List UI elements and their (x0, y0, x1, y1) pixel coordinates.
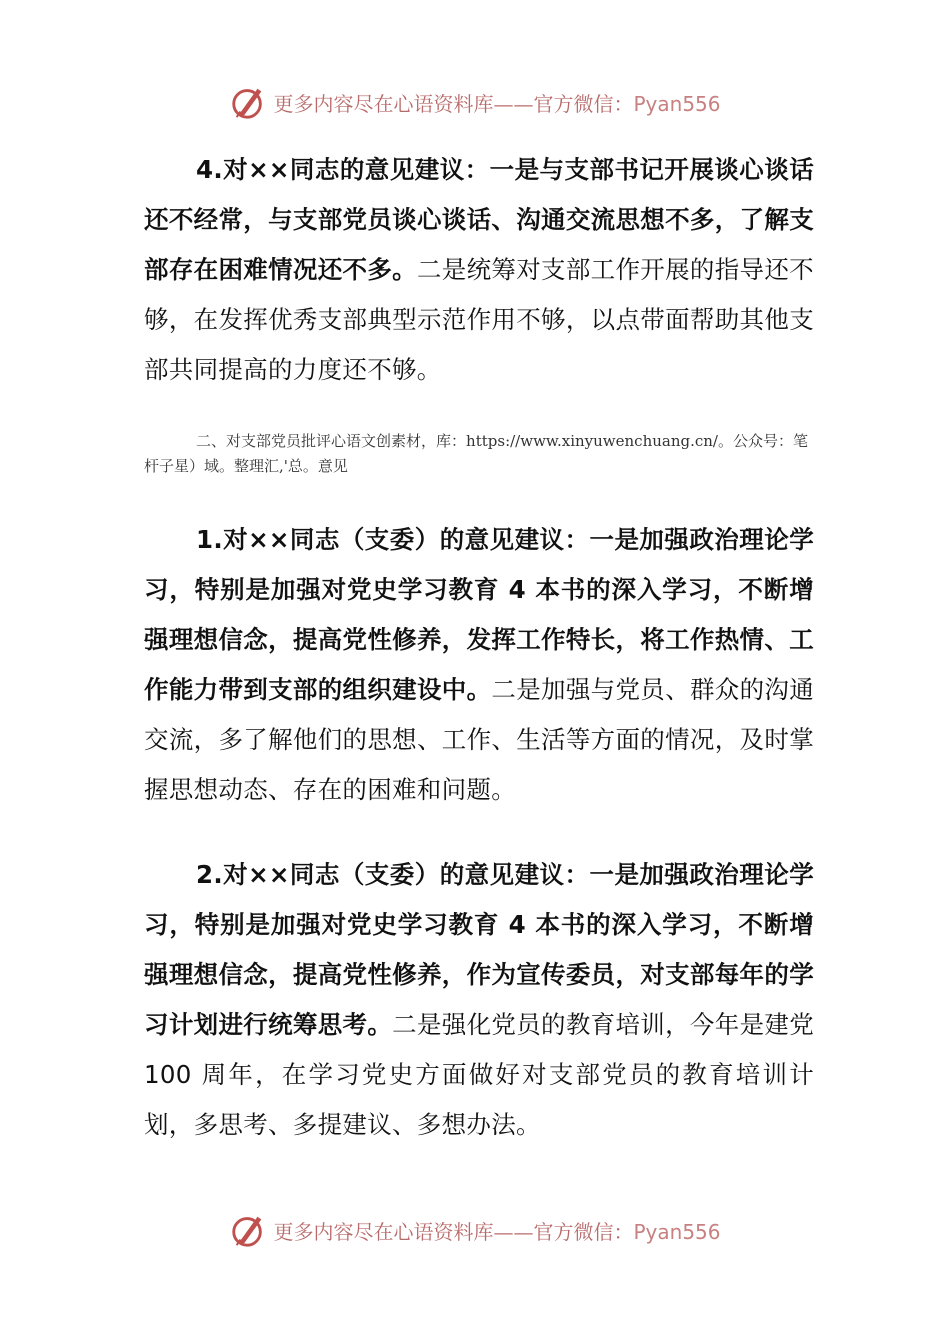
watermark-separator: —— (493, 91, 534, 116)
watermark-text: 更多内容尽在心语资料库 (273, 1219, 494, 1244)
watermark-wechat-label: 官方微信： (533, 1219, 634, 1244)
footer-watermark (0, 1208, 950, 1252)
watermark-wechat-id: Pyan556 (633, 1219, 721, 1244)
section-2-heading-text: 二、对支部党员批评心语文创素材，库：https://www.xinyuwenchuang.cn/。公众号：笔杆子星）域。整理汇,'总。意见 (144, 432, 808, 475)
header-watermark (0, 80, 950, 124)
item-1-normal-text: 二是加强与党员、群众的沟通交流，多了解他们的思想、工作、生活等方面的情况，及时掌握思想动态、存在的困难和问题。 (144, 675, 815, 804)
quill-pen-icon (229, 1211, 267, 1249)
item-2-normal-text: 二是强化党员的教育培训，今年是建党 100 周年，在学习党史方面做好对支部党员的教育培训计划，多思考、多提建议、多想办法。 (144, 1010, 814, 1139)
paragraph-item-2 (144, 850, 814, 1150)
watermark-wechat-label: 官方微信： (533, 91, 634, 116)
paragraph-item-4 (144, 145, 814, 395)
item-4-bold-text: 4.对××同志的意见建议：一是与支部书记开展谈心谈话还不经常，与支部党员谈心谈话、沟通交流思想不多，了解支部存在困难情况还不多。 (144, 155, 814, 284)
watermark-text: 更多内容尽在心语资料库 (273, 91, 494, 116)
watermark-wechat-id: Pyan556 (633, 91, 721, 116)
item-4-normal-text: 二是统筹对支部工作开展的指导还不够，在发挥优秀支部典型示范作用不够，以点带面帮助其他支部共同提高的力度还不够。 (144, 255, 814, 384)
paragraph-item-1 (144, 515, 814, 815)
section-2-heading (144, 429, 808, 479)
item-2-bold-text: 2.对××同志（支委）的意见建议：一是加强政治理论学习，特别是加强对党史学习教育 4 本书的深入学习，不断增强理想信念，提高党性修养，作为宣传委员，对支部每年的学习计划进行统筹思考。 (144, 860, 814, 1039)
watermark-separator: —— (493, 1219, 534, 1244)
item-1-bold-text: 1.对××同志（支委）的意见建议：一是加强政治理论学习，特别是加强对党史学习教育 4 本书的深入学习，不断增强理想信念，提高党性修养，发挥工作特长，将工作热情、工作能力带到支部的组织建设中。 (144, 525, 814, 704)
quill-pen-icon (229, 83, 267, 121)
